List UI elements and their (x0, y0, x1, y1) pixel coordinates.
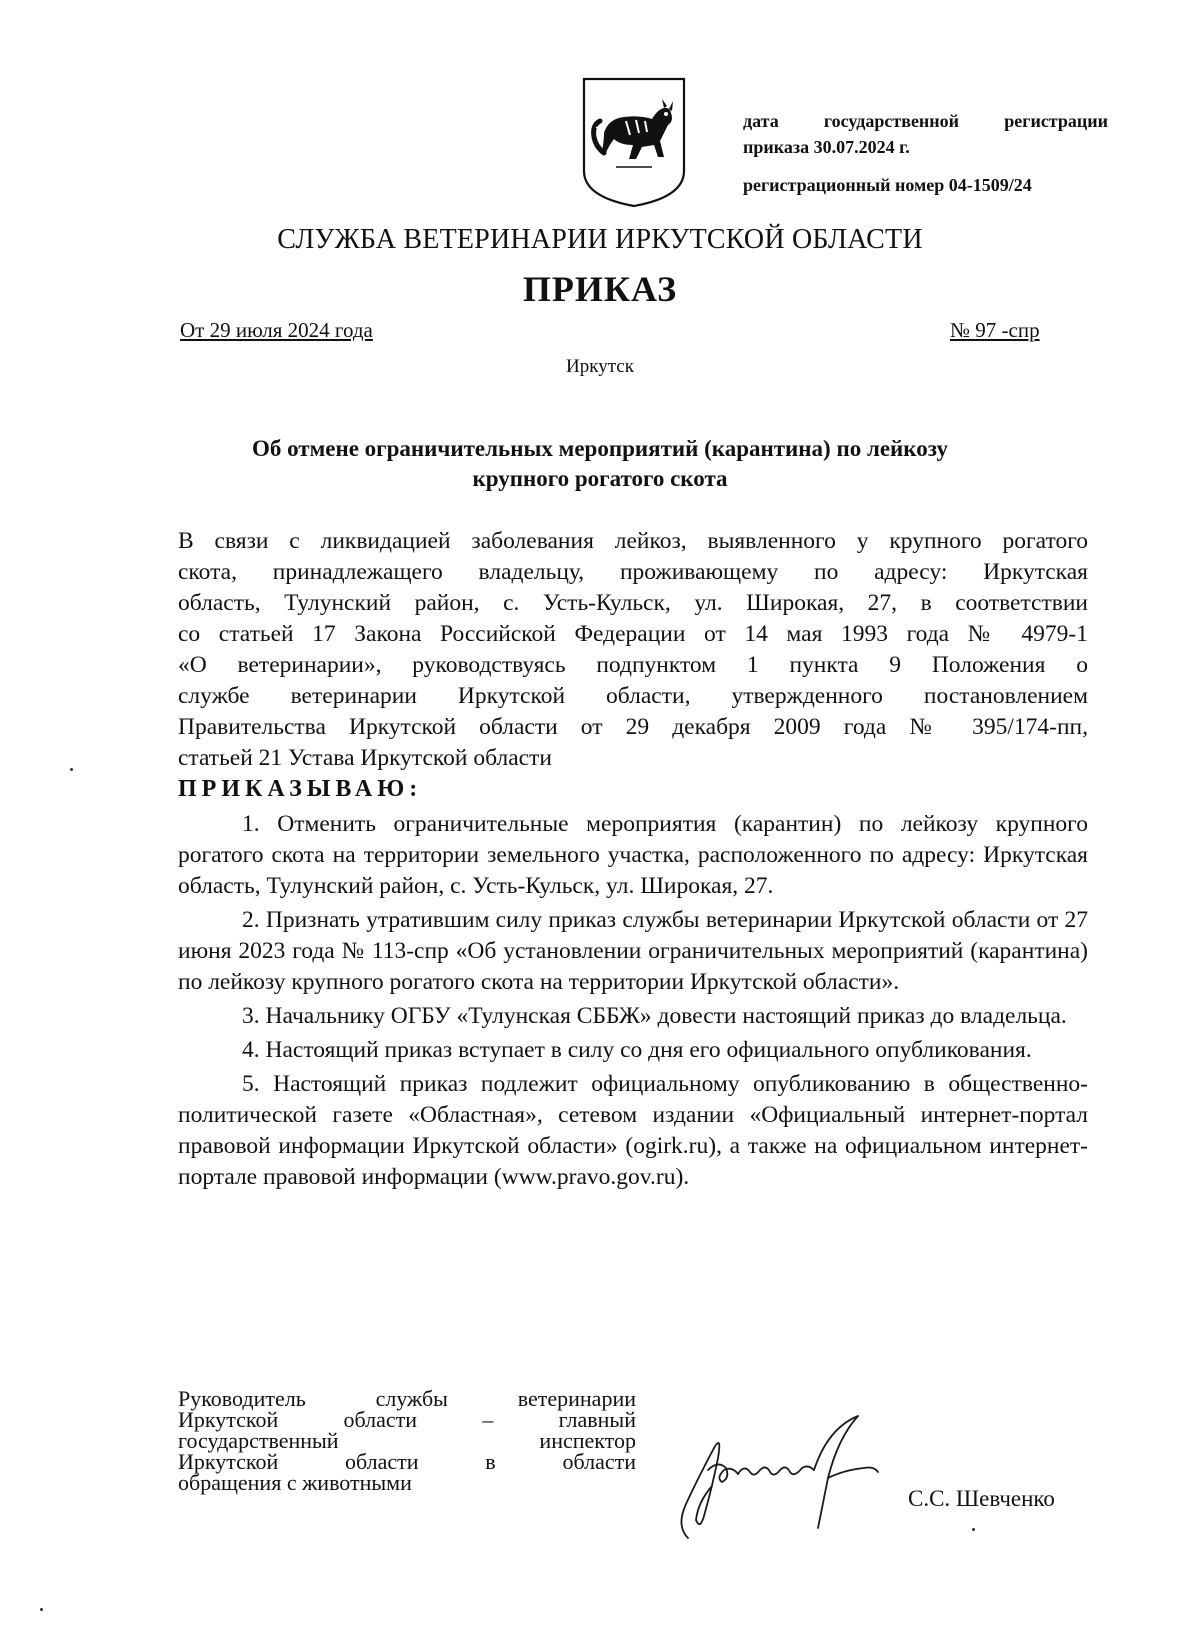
scan-speck (40, 1608, 43, 1611)
document-title (160, 434, 1040, 494)
intro-line: Правительства Иркутской области от 29 декабря 2009 года № 395/174-пп, (178, 714, 1088, 740)
decree-item-5: 5. Настоящий приказ подлежит официальному опубликованию в общественно-политической газете «Областная», сетевом издании «Официальный интернет-портал правовой информации Иркутской области» (ogirk.ru), а также на официальном интернет-портале правовой информации (www.pravo.gov.ru). (178, 1071, 1088, 1190)
signer-position-line: Руководитель службы ветеринарии (178, 1386, 636, 1411)
registration-block (743, 108, 1108, 198)
scan-speck (972, 1528, 975, 1531)
intro-line: область, Тулунский район, с. Усть-Кульск, ул. Широкая, 27, в соответствии (178, 590, 1088, 616)
decree-item-4: 4. Настоящий приказ вступает в силу со дня его официального опубликования. (242, 1037, 1032, 1063)
decree-item-3: 3. Начальнику ОГБУ «Тулунская СББЖ» довести настоящий приказ до владельца. (242, 1003, 1067, 1029)
intro-paragraph (178, 526, 1088, 805)
intro-line: со статьей 17 Закона Российской Федерации от 14 мая 1993 года № 4979-1 (178, 621, 1088, 647)
intro-line: «О ветеринарии», руководствуясь подпунктом 1 пункта 9 Положения о (178, 652, 1088, 678)
handwritten-signature (668, 1408, 908, 1548)
document-city: Иркутск (566, 356, 634, 377)
scan-speck (70, 768, 73, 771)
intro-line: службе ветеринарии Иркутской области, утвержденного постановлением (178, 683, 1088, 709)
registration-date-label: дата государственной регистрации (743, 111, 1108, 131)
intro-line: В связи с ликвидацией заболевания лейкоз, выявленного у крупного рогатого (178, 528, 1088, 554)
signer-position-line: государственный инспектор (178, 1428, 636, 1453)
registration-number: регистрационный номер 04-1509/24 (743, 175, 1032, 195)
document-type: ПРИКАЗ (522, 269, 678, 309)
decree-item-2: 2. Признать утратившим силу приказ службы ветеринарии Иркутской области от 27 июня 2023 года № 113-спр «Об установлении ограничительных мероприятий (карантина) по лейкозу крупного рогатого скота на территории Иркутской области». (178, 907, 1088, 995)
decree-item-1: 1. Отменить ограничительные мероприятия (карантин) по лейкозу крупного рогатого скота на территории земельного участка, расположенного по адресу: Иркутская область, Тулунский район, с. Усть-Кульск, ул. Широкая, 27. (178, 811, 1088, 899)
signer-position-line: обращения с животными (178, 1470, 412, 1495)
organization-name: СЛУЖБА ВЕТЕРИНАРИИ ИРКУТСКОЙ ОБЛАСТИ (277, 224, 923, 255)
intro-line: скота, принадлежащего владельцу, проживающему по адресу: Иркутская (178, 559, 1088, 585)
intro-line: статьей 21 Устава Иркутской области (178, 745, 552, 771)
signer-position (178, 1388, 636, 1493)
decree-word: ПРИКАЗЫВАЮ: (178, 776, 423, 802)
registration-date: приказа 30.07.2024 г. (743, 137, 910, 157)
document-date: От 29 июля 2024 года (180, 318, 373, 342)
signer-name: С.С. Шевченко (908, 1486, 1055, 1511)
signer-position-line: Иркутской области – главный (178, 1407, 636, 1432)
document-title-line: крупного рогатого скота (472, 466, 728, 491)
decree-items (178, 809, 1088, 1193)
document-number: № 97 -спр (950, 318, 1040, 342)
signer-position-line: Иркутской области в области (178, 1449, 636, 1474)
document-title-line: Об отмене ограничительных мероприятий (карантина) по лейкозу (251, 436, 949, 461)
coat-of-arms-icon (578, 75, 690, 209)
